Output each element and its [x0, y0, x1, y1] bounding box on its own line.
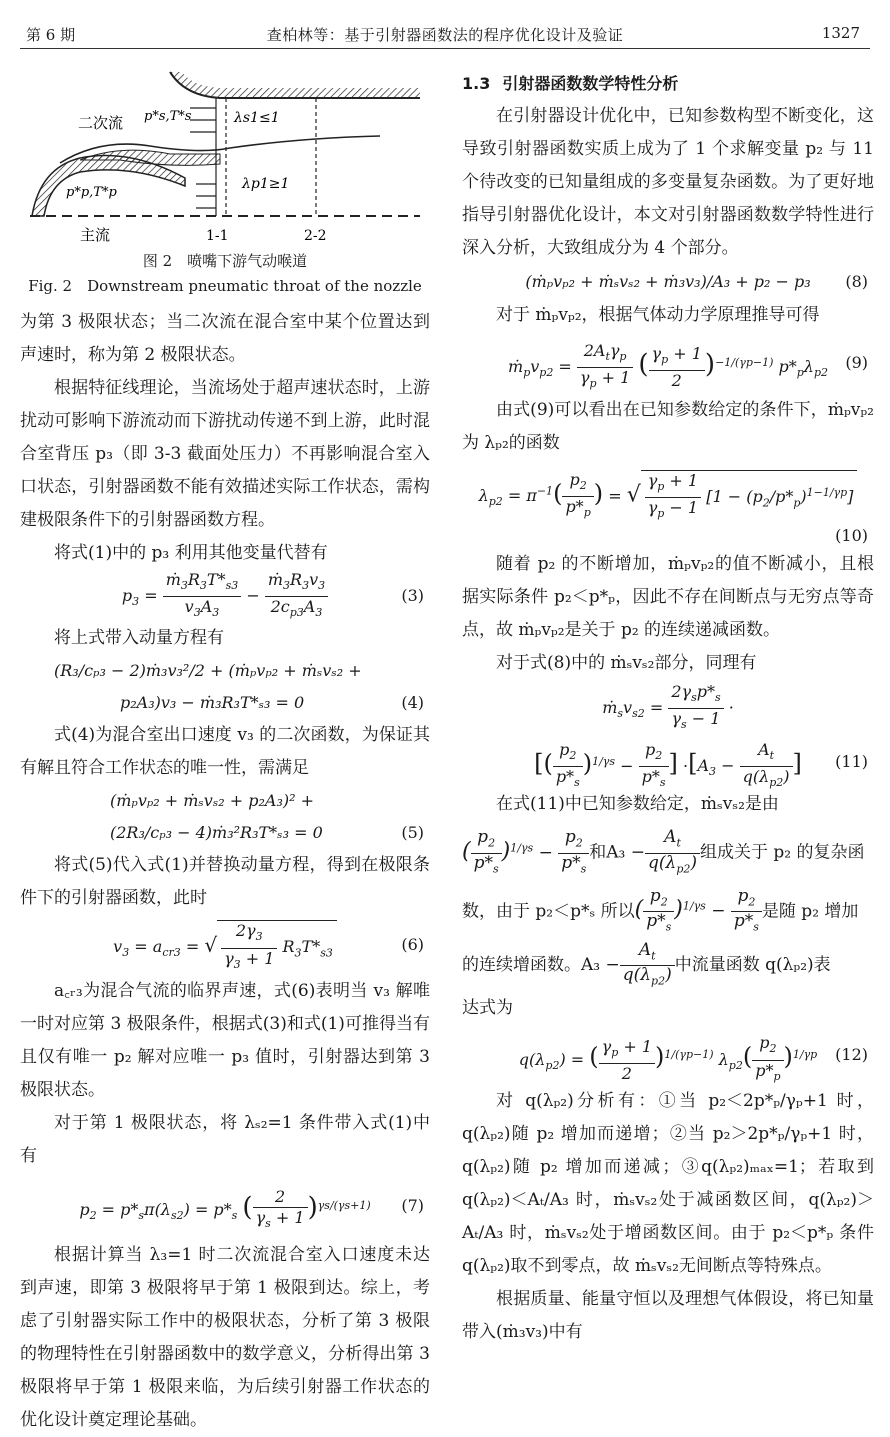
right-para-6h: 达式为: [462, 998, 513, 1019]
right-para-6a: 在式(11)中已知参数给定，ṁₛvₛ₂是由: [496, 794, 779, 814]
eq9-number: (9): [845, 353, 868, 372]
eq10-number: (10): [835, 526, 868, 545]
left-para-3: 将式(1)中的 p₃ 利用其他变量代替有: [54, 543, 328, 563]
equation-11-line2: [( $\frac{p_2}{p*_s}$ )$^{1/\gamma s}$ − $\frac{p_2}{p*_s}$ ] $\cdot[A_3$ − $\frac{A_t}{q(\lambda_{p2})}$ ] (11): [462, 736, 874, 788]
right-para-1: 在引射器设计优化中，已知参数构型不断变化，这导致引射器函数实质上成为了 1 个求解变量 p₂ 与 11 个待改变的已知量组成的多变量复杂函数。为了更好地指导引射器优化设计，本文对引射器函数数学特性进行深入分析，大致组成分为 4 个部分。: [462, 106, 874, 258]
issue-number: 第 6 期: [26, 26, 76, 44]
running-title: 查柏林等：基于引射器函数法的程序优化设计及验证: [266, 26, 624, 44]
right-para-4: 随着 p₂ 的不断增加，ṁₚvₚ₂的值不断减小，且根据实际条件 p₂＜p*ₚ，因此不存在间断点与无穷点等奇点，故 ṁₚvₚ₂是关于 p₂ 的连续递减函数。: [462, 554, 874, 640]
right-para-7: 对 q(λₚ₂)分析有：①当 p₂＜2p*ₚ/γₚ+1 时，q(λₚ₂)随 p₂ 增加而递增；②当 p₂＞2p*ₚ/γₚ+1 时，q(λₚ₂)随 p₂ 增加而递减；③q(λₚ₂)ₘₐₓ=1；若取到 q(λₚ₂)＜Aₜ/A₃ 时，ṁₛvₛ₂处于减函数区间，q(λₚ₂)＞Aₜ/A₃ 时，ṁₛvₛ₂处于增函数区间。由于 p₂＜p*ₚ 条件 q(λₚ₂)取不到零点，故 ṁₛvₛ₂无间断点等特殊点。: [462, 1091, 874, 1277]
left-column: [20, 68, 430, 1437]
page-header: [20, 18, 870, 49]
figure-caption-en: Fig. 2 Downstream pneumatic throat of the nozzle: [28, 277, 422, 295]
equation-4: (R₃/cₚ₃ − 2)ṁ₃v₃²/2 + (ṁₚvₚ₂ + ṁₛvₛ₂ + p₂A₃)v₃ − ṁ₃R₃T*ₛ₃ = 0 (4): [20, 655, 430, 719]
equation-7: $p_2 = p*_s\pi(\lambda_{s2}) = p*_s$ ( $\frac{2}{\gamma_s + 1}$ )$^{\gamma s/(\gamma s+1)}$ (7): [20, 1173, 430, 1239]
eq7-number: (7): [401, 1196, 424, 1215]
eq5-number: (5): [401, 823, 424, 842]
eq3-number: (3): [401, 586, 424, 605]
eq6-number: (6): [401, 935, 424, 954]
left-para-7: a꜀ᵣ₃为混合气流的临界声速，式(6)表明当 v₃ 解唯一时对应第 3 极限条件，根据式(3)和式(1)可推得当有且仅有唯一 p₂ 解对应唯一 p₃ 值时，引射器达到第 3 极限状态。: [20, 981, 430, 1100]
eq11-number: (11): [835, 752, 868, 771]
section-heading: [462, 68, 874, 100]
left-para-8: 对于第 1 极限状态，将 λₛ₂=1 条件带入式(1)中有: [20, 1113, 430, 1166]
equation-3: $p_3$ = $\frac{ṁ_3R_3T*_{s3}}{v_3A_3}$ − $\frac{ṁ_3R_3v_3}{2c_{p3}A_3}$ (3): [20, 570, 430, 622]
secondary-arrows: [190, 108, 216, 132]
eq12-number: (12): [835, 1045, 868, 1065]
section-title: 引射器函数数学特性分析: [502, 74, 679, 93]
eq8-number: (8): [845, 272, 868, 291]
left-para-4: 将上式带入动量方程有: [54, 628, 224, 648]
right-para-3: 由式(9)可以看出在已知参数给定的条件下，ṁₚvₚ₂为 λₚ₂的函数: [462, 400, 874, 453]
nozzle-diagram: [20, 68, 430, 246]
label-secondary: 二次流: [78, 114, 124, 132]
equation-9: $ṁ_pv_{p2}$ = $\frac{2A_t\gamma_p}{\gamma_p + 1}$ ( $\frac{\gamma_p + 1}{2}$ )$^{-1/(\gamma p-1)}$ $p*_p\lambda_{p2}$ (9): [462, 332, 874, 394]
right-para-6-line2: 数，由于 p₂＜p*ₛ 所以( $\frac{p_2}{p*_s}$ )$^{1/\gamma s}$ − $\frac{p_2}{p*_s}$ 是随 p₂ 增加: [462, 885, 859, 934]
equation-6: $v_3 = a_{cr3}$ = √ $\frac{2\gamma_3}{\gamma_3 + 1}$ $R_3T*_{s3}$ (6): [20, 915, 430, 975]
right-para-8: 根据质量、能量守恒以及理想气体假设，将已知量带入(ṁ₃v₃)中有: [462, 1289, 874, 1343]
upper-wall-hatch: [170, 72, 420, 98]
figure-2: [20, 68, 430, 298]
label-sec2: 2-2: [304, 228, 327, 244]
eq4-number: (4): [401, 693, 424, 712]
section-number: 1.3: [462, 74, 491, 93]
right-para-6-line3: 的连续增函数。A₃ − $\frac{A_t}{q(\lambda_{p2})}$ 中流量函数 q(λₚ₂)表: [462, 939, 831, 988]
equation-5: (ṁₚvₚ₂ + ṁₛvₛ₂ + p₂A₃)² + (2R₃/cₚ₃ − 4)ṁ₃²R₃T*ₛ₃ = 0 (5): [20, 785, 430, 849]
equation-10: $\lambda_{p2} = \pi^{-1}$( $\frac{p_2}{p*_p}$ ) = √ $\frac{\gamma_p + 1}{\gamma_p - 1}$ $[1 - (p_2/p*_p)^{1-1/\gamma p}]$: [462, 460, 874, 524]
label-sec1: 1-1: [206, 228, 229, 244]
left-para-9: 根据计算当 λ₃=1 时二次流混合室入口速度未达到声速，即第 3 极限将早于第 1 极限到达。综上，考虑了引射器实际工作中的极限状态，分析了第 3 极限的物理特性在引射器函数中的数学意义，分析得出第 3 极限将早于第 1 极限来临，为后续引射器工作状态的优化设计奠定理论基础。: [20, 1245, 430, 1430]
left-para-2: 根据特征线理论，当流场处于超声速状态时，上游扰动可影响下游流动而下游扰动传递不到上游，此时混合室背压 p₃（即 3-3 截面处压力）不再影响混合室入口状态，引射器函数不能有效描述实际工作状态，需构建极限条件下的引射器函数方程。: [20, 378, 430, 530]
left-para-6: 将式(5)代入式(1)并替换动量方程，得到在极限条件下的引射器函数，此时: [20, 855, 430, 908]
left-para-5: 式(4)为混合室出口速度 v₃ 的二次函数，为保证其有解且符合工作状态的唯一性，需满足: [20, 725, 430, 778]
equation-12: $q(\lambda_{p2})$ = ( $\frac{\gamma_p + 1}{2}$ )$^{1/(\gamma p-1)}$ $\lambda_{p2}$( $\frac{p_2}{p*_p}$ )$^{1/\gamma p}$ (12): [462, 1025, 874, 1085]
label-lambda-p1: λp1≥1: [242, 176, 290, 192]
left-para-1: 为第 3 极限状态；当二次流在混合室中某个位置达到声速时，称为第 2 极限状态。: [20, 312, 430, 365]
label-lambda-s1: λs1≤1: [234, 110, 280, 126]
right-para-5: 对于式(8)中的 ṁₛvₛ₂部分，同理有: [496, 653, 757, 673]
right-column: [462, 68, 874, 1349]
equation-8: (ṁₚvₚ₂ + ṁₛvₛ₂ + ṁ₃v₃)/A₃ + p₂ − p₃ (8): [462, 265, 874, 299]
label-primary: 主流: [80, 226, 111, 244]
page-number: 1327: [821, 24, 860, 42]
right-para-6-line: ( $\frac{p_2}{p*_s}$ )$^{1/\gamma s}$ − $\frac{p_2}{p*_s}$ 和A₃ − $\frac{A_t}{q(\lambda_{p2})}$ 组成关于 p₂ 的复杂函: [462, 827, 865, 876]
figure-caption-cn: 图 2 喷嘴下游气动喉道: [142, 252, 308, 270]
label-pp-tp: p*p,T*p: [66, 185, 117, 200]
right-para-2: 对于 ṁₚvₚ₂，根据气体动力学原理推导可得: [496, 305, 820, 325]
label-ps-ts: p*s,T*s: [144, 109, 192, 124]
primary-arrows: [196, 184, 216, 208]
equation-11-line1: $ṁ_sv_{s2}$ = $\frac{2\gamma_sp*_s}{\gamma_s - 1}$ ·: [602, 681, 734, 732]
